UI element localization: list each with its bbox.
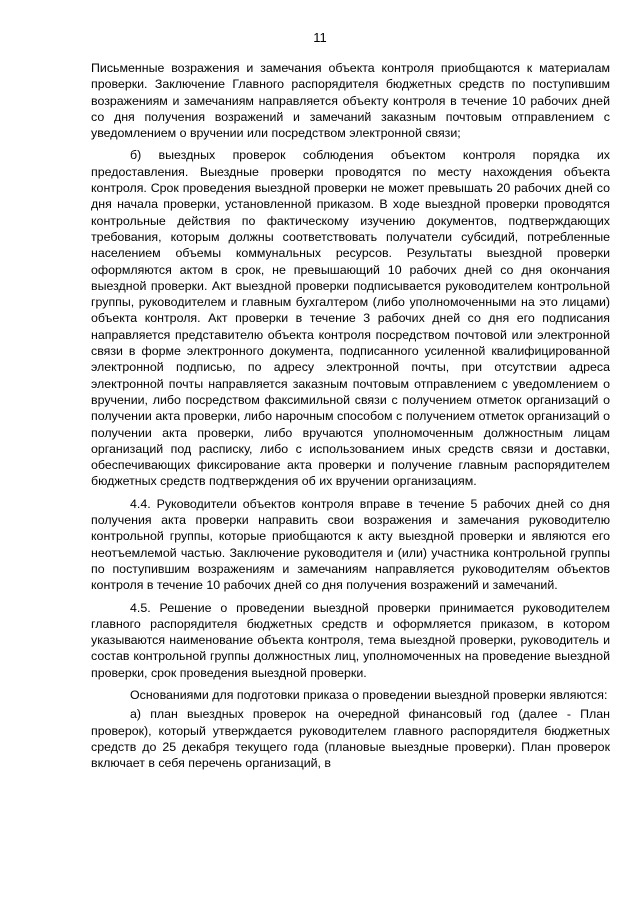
paragraph-inspection-plan: а) план выездных проверок на очередной финансовый год (далее - План проверок), который утверждается руководителем главного распорядителя бюджетных средств до 25 декабря текущего года (плановые выездные проверки). План проверок включает в себя перечень организаций, в	[91, 707, 610, 771]
paragraph-objections-continuation: Письменные возражения и замечания объекта контроля приобщаются к материалам проверки. Заключение Главного распорядителя бюджетных средств по поступившим возражениям и замечаниям направляется объекту контроля в течение 10 рабочих дней со дня получения возражений и замечаний заказным почтовым отправлением с уведомлением о вручении или посредством электронной связи;	[91, 61, 610, 141]
paragraph-4-4: 4.4. Руководители объектов контроля вправе в течение 5 рабочих дней со дня получения акта проверки направить свои возражения и замечания руководителю контрольной группы, которые приобщаются к акту выездной проверки и являются его неотъемлемой частью. Заключение руководителя и (или) участника контрольной группы по поступившим возражениям и замечаниям направляется руководителям объектов контроля в течение 10 рабочих дней со дня получения возражений и замечаний.	[91, 496, 610, 593]
paragraph-onsite-inspections: б) выездных проверок соблюдения объектом контроля порядка их предоставления. Выездные проверки проводятся по месту нахождения объекта контроля. Срок проведения выездной проверки не может превышать 20 рабочих дней со дня начала проверки, установленной приказом. В ходе выездной проверки проводятся контрольные действия по фактическому изучению документов, подтверждающих требования, которым должны соответствовать получатели субсидий, потребленные населением объемы коммунальных ресурсов. Результаты выездной проверки оформляются актом в срок, не превышающий 10 рабочих дней со дня окончания выездной проверки. Акт выездной проверки подписывается руководителем контрольной группы, руководителем и главным бухгалтером (либо уполномоченными на это лицами) объекта контроля. Акт проверки в течение 3 рабочих дней со дня его подписания направляется представителю объекта контроля посредством почтовой или электронной связи в форме электронного документа, подписанного усиленной квалифицированной электронной подписью, по адресу электронной почты, при отсутствии адреса электронной почты направляется заказным почтовым отправлением с уведомлением о вручении, либо посредством факсимильной связи с получением отметок организаций о получении акта проверки, либо нарочным способом с получением отметок организаций о получении акта проверки, либо вручаются уполномоченным должностным лицам организаций под расписку, либо с использованием иных средств связи и доставки, обеспечивающих фиксирование акта проверки и получение главным распорядителем бюджетных средств подтверждения об их вручении организациям.	[91, 148, 610, 489]
document-body	[91, 60, 610, 777]
paragraph-4-5: 4.5. Решение о проведении выездной проверки принимается руководителем главного распорядителя бюджетных средств и оформляется приказом, в котором указываются наименование объекта контроля, тема выездной проверки, руководитель и состав контрольной группы должностных лиц, уполномоченных на проведение выездной проверки, срок проведения выездной проверки.	[91, 600, 610, 680]
page-number: 11	[313, 30, 327, 45]
paragraph-grounds: Основаниями для подготовки приказа о проведении выездной проверки являются:	[130, 687, 608, 702]
